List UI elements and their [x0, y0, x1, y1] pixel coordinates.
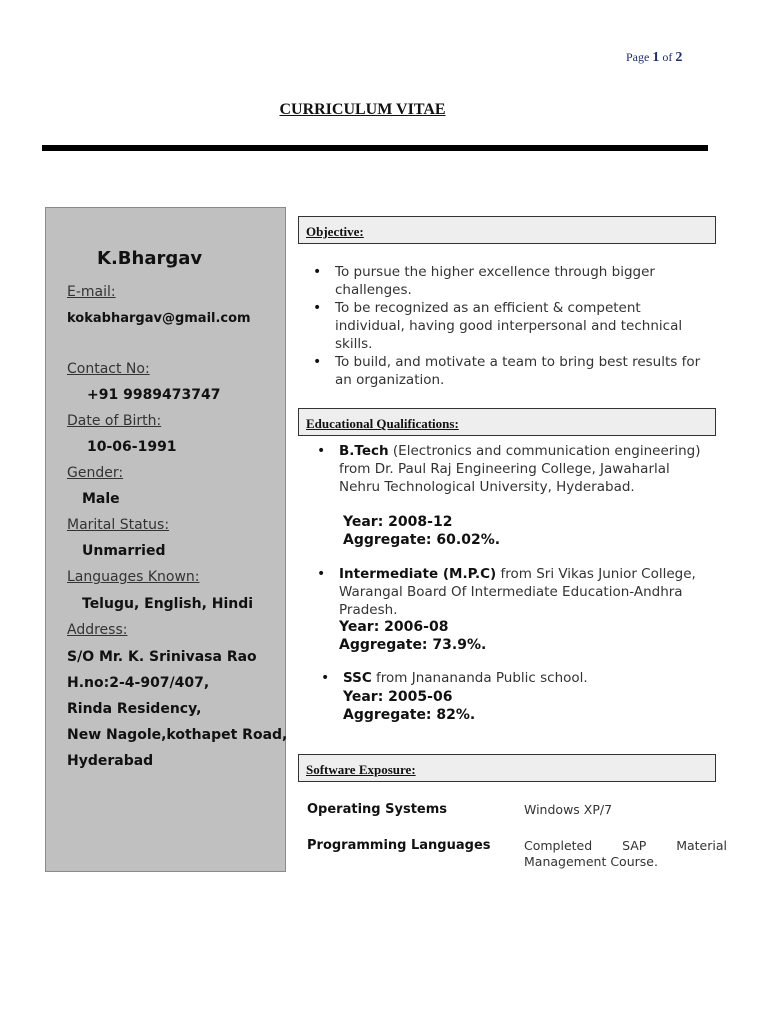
- degree-detail: (Electronics and communication engineering) from Dr. Paul Raj Engineering College, Jawaharlal Nehru Technological University, Hyderabad.: [339, 443, 701, 495]
- dob-value: 10-06-1991: [87, 439, 177, 455]
- page-total: 2: [675, 50, 683, 65]
- software-value-word: Completed: [524, 838, 593, 853]
- page-number: [626, 50, 682, 66]
- candidate-name: K.Bhargav: [97, 248, 203, 269]
- software-value-word: Material: [676, 838, 727, 853]
- education-header: [298, 408, 716, 436]
- title-divider: [42, 145, 708, 151]
- address-block: [67, 644, 292, 774]
- languages-value: Telugu, English, Hindi: [82, 596, 254, 612]
- address-line: H.no:2-4-907/407,: [67, 675, 210, 691]
- degree-detail: from Jnanananda Public school.: [371, 670, 588, 686]
- education-year: Year: 2005-06: [343, 689, 453, 705]
- marital-label: Marital Status:: [67, 517, 170, 533]
- page-prefix: Page: [626, 50, 650, 64]
- address-line: Rinda Residency,: [67, 701, 202, 717]
- degree-name: B.Tech: [339, 443, 389, 459]
- address-label: Address:: [67, 622, 128, 638]
- education-item-ssc: [343, 669, 713, 687]
- contact-value: +91 9989473747: [87, 387, 221, 403]
- dob-label: Date of Birth:: [67, 413, 162, 429]
- software-value-line: [524, 838, 727, 854]
- software-value-os: Windows XP/7: [524, 802, 613, 817]
- page-of: of: [662, 50, 673, 64]
- address-line: Hyderabad: [67, 753, 154, 769]
- page-current: 1: [652, 50, 660, 65]
- gender-value: Male: [82, 491, 120, 507]
- objective-item: • To be recognized as an efficient & competent individual, having good interpersonal and technical skills.: [335, 299, 705, 353]
- degree-detail: from Sri Vikas Junior College, Warangal Board Of Intermediate Education-Andhra Pradesh.: [339, 566, 696, 618]
- education-entry: [339, 442, 709, 496]
- education-aggregate: Aggregate: 82%.: [343, 707, 476, 723]
- software-key-os: Operating Systems: [307, 802, 448, 817]
- software-heading: Software Exposure:: [306, 762, 416, 777]
- education-entry: [339, 565, 709, 619]
- degree-name: Intermediate (M.P.C): [339, 566, 497, 582]
- address-line: New Nagole,kothapet Road,: [67, 727, 288, 743]
- address-line: S/O Mr. K. Srinivasa Rao: [67, 649, 257, 665]
- education-year: Year: 2006-08: [339, 619, 449, 635]
- software-value-word: SAP: [622, 838, 647, 853]
- education-aggregate: Aggregate: 73.9%.: [339, 637, 487, 653]
- marital-value: Unmarried: [82, 543, 166, 559]
- contact-label: Contact No:: [67, 361, 150, 377]
- education-aggregate: Aggregate: 60.02%.: [343, 532, 501, 548]
- education-year: Year: 2008-12: [343, 514, 453, 530]
- gender-label: Gender:: [67, 465, 124, 481]
- education-item-btech: [339, 442, 709, 496]
- objective-item: • To build, and motivate a team to bring best results for an organization.: [335, 353, 705, 389]
- objective-item: • To pursue the higher excellence through bigger challenges.: [335, 263, 705, 299]
- email-label: E-mail:: [67, 284, 116, 300]
- objective-heading: Objective:: [306, 224, 364, 239]
- objective-list: [335, 263, 705, 389]
- education-entry: [343, 669, 713, 687]
- software-value-line: Management Course.: [524, 854, 658, 869]
- education-item-intermediate: [339, 565, 709, 619]
- email-value: kokabhargav@gmail.com: [67, 311, 251, 326]
- software-value-languages: [524, 838, 727, 870]
- software-header: [298, 754, 716, 782]
- document-title: CURRICULUM VITAE: [279, 101, 446, 118]
- languages-label: Languages Known:: [67, 569, 200, 585]
- objective-header: [298, 216, 716, 244]
- software-key-languages: Programming Languages: [307, 838, 491, 853]
- education-heading: Educational Qualifications:: [306, 416, 459, 431]
- degree-name: SSC: [343, 670, 372, 686]
